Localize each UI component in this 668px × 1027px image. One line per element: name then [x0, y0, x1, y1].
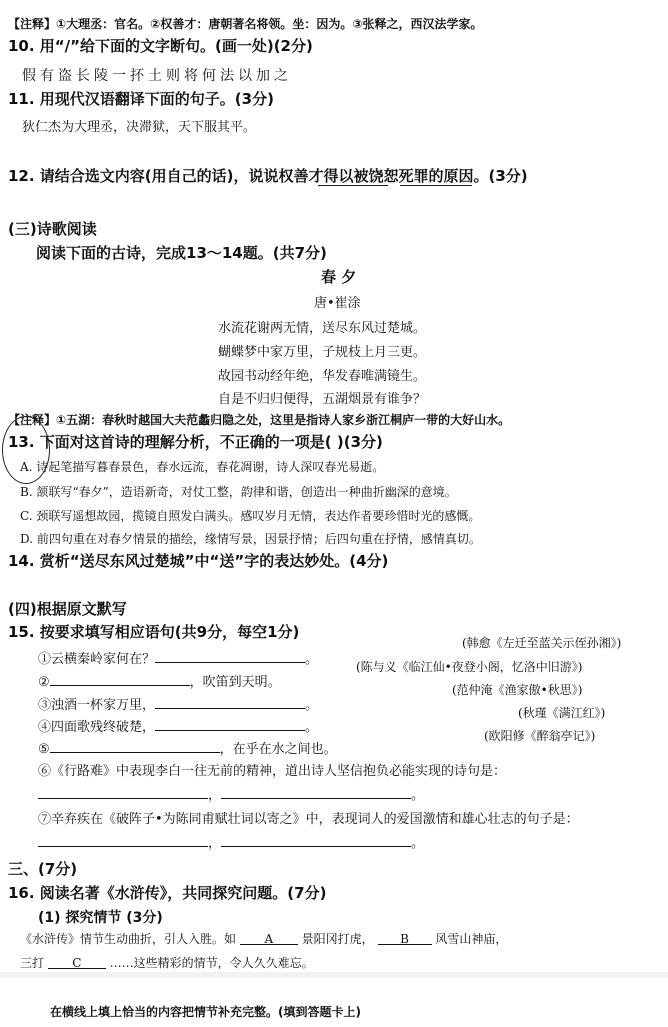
poem-title: 春 夕 — [321, 268, 357, 286]
q16-part1: (1) 探究情节 (3分) — [38, 910, 163, 926]
q15-item-5-text: ，在乎在水之间也。 — [219, 742, 337, 757]
answer-blank[interactable] — [38, 834, 208, 847]
poem-line: 故园书动经年绝，华发春唯满镜生。 — [218, 369, 427, 384]
poem-note: 【注释】①五湖：春秋时越国大夫范蠡归隐之处，这里是指诗人家乡浙江桐庐一带的大好山水。 — [8, 413, 511, 427]
top-note: 【注释】①大理丞：官名。②权善才：唐朝著名将领。坐：因为。③张释之，西汉法学家。 — [8, 17, 483, 31]
q15-item-4: ④四面歌残终破楚， 。 — [38, 720, 319, 735]
answer-blank[interactable] — [155, 696, 305, 709]
source-3: (范仲淹《渔家傲•秋思》) — [452, 683, 583, 697]
poem-line: 自是不归归便得，五湖烟景有谁争？ — [218, 392, 427, 407]
answer-blank[interactable] — [50, 673, 190, 686]
blank-b[interactable]: B — [378, 932, 432, 945]
q16-line2-text: ……这些精彩的情节，令人久久难忘。 — [109, 956, 314, 970]
q15-item-2-label: ② — [38, 675, 50, 690]
q15-item-5 — [38, 738, 337, 757]
q16-stem: 16. 阅读名著《水浒传》，共同探究问题。(7分) — [8, 884, 327, 902]
section3-instruction: 阅读下面的古诗，完成13～14题。(共7分) — [36, 244, 327, 262]
answer-blank[interactable] — [155, 718, 305, 731]
q14-stem: 14. 赏析“送尽东风过楚城”中“送”字的表达妙处。(4分) — [8, 552, 389, 570]
q15-item-6: ⑥《行路难》中表现李白一往无前的精神，道出诗人坚信抱负必能实现的诗句是： — [38, 764, 507, 779]
q10-text: 假有盗长陵一抔土则将何法以加之 — [22, 68, 292, 84]
q13-stem: 13. 下面对这首诗的理解分析，不正确的一项是( )(3分) — [8, 433, 383, 451]
q13-option-c: C. 颈联写遥想故园，揽镜自照发白满头。感叹岁月无情，表达作者要珍惜时光的感慨。 — [20, 509, 481, 523]
q15-item-7-answer: ， 。 — [38, 832, 424, 851]
q15-item-4-text: ④四面歌残终破楚， — [38, 720, 156, 735]
section3-heading: (三)诗歌阅读 — [8, 220, 97, 238]
q15-item-6-answer: ， 。 — [38, 784, 424, 803]
answer-blank[interactable] — [38, 786, 208, 799]
page-break-band — [0, 972, 668, 978]
blank-c[interactable]: C — [48, 956, 106, 969]
poem-line: 蝴蝶梦中家万里，子规枝上月三更。 — [218, 345, 427, 360]
q15-item-3: ③浊酒一杯家万里， 。 — [38, 698, 319, 713]
q15-item-2-text: ，吹笛到天明。 — [189, 675, 281, 690]
q13-option-d: D. 前四句重在对春夕情景的描绘，缘情写景，因景抒情；后四句重在抒情，感情真切。 — [20, 532, 481, 546]
q15-item-3-text: ③浊酒一杯家万里， — [38, 698, 156, 713]
q16-line1 — [20, 930, 507, 947]
source-2: (陈与义《临江仙•夜登小阁，忆洛中旧游》) — [356, 660, 583, 674]
source-1: (韩愈《左迁至蓝关示侄孙湘》) — [462, 636, 622, 650]
answer-blank[interactable] — [155, 650, 305, 663]
q15-item-2 — [38, 671, 281, 690]
q10-stem: 10. 用“/”给下面的文字断句。(画一处)(2分) — [8, 37, 313, 55]
source-4: (秋瑾《满江红》) — [518, 706, 606, 720]
q16-line2 — [20, 954, 314, 971]
q16-line1-text: 景阳冈打虎， — [301, 932, 374, 946]
q11-stem: 11. 用现代汉语翻译下面的句子。(3分) — [8, 90, 274, 108]
q13-option-b: B. 颔联写“春夕”，造语新奇，对仗工整，韵律和谐，创造出一种曲折幽深的意境。 — [20, 485, 457, 499]
poem-author: 唐•崔涂 — [314, 296, 361, 311]
answer-blank[interactable] — [221, 786, 411, 799]
q15-item-1-text: ①云横秦岭家何在？ — [38, 652, 156, 667]
q12-underline-mark — [400, 185, 472, 186]
section4-heading: (四)根据原文默写 — [8, 600, 127, 618]
q11-text: 狄仁杰为大理丞，决滞狱，天下服其平。 — [22, 120, 257, 135]
q13-option-a: A. 诗起笔描写暮春景色，春水远流，春花凋谢，诗人深叹春光易逝。 — [20, 460, 385, 474]
footer-instruction: 在横线上填上恰当的内容把情节补充完整。(填到答题卡上) — [50, 1005, 361, 1019]
q16-line1-text: 风雪山神庙， — [435, 932, 508, 946]
source-5: (欧阳修《醉翁亭记》) — [484, 729, 596, 743]
section5-heading: 三、(7分) — [8, 860, 78, 878]
q12-stem: 12. 请结合选文内容(用自己的话)，说说权善才得以被饶恕死罪的原因。(3分) — [8, 167, 528, 185]
poem-line: 水流花谢两无情，送尽东风过楚城。 — [218, 321, 427, 336]
q15-stem: 15. 按要求填写相应语句(共9分，每空1分) — [8, 623, 300, 641]
q15-item-7: ⑦辛弃疾在《破阵子•为陈同甫赋壮词以寄之》中，表现词人的爱国激情和雄心壮志的句子是： — [38, 812, 579, 827]
q15-item-5-label: ⑤ — [38, 742, 50, 757]
q12-underline-mark — [318, 185, 388, 186]
q16-line2-text: 三打 — [20, 956, 45, 970]
q15-item-1: ①云横秦岭家何在？ 。 — [38, 652, 319, 667]
answer-blank[interactable] — [50, 740, 220, 753]
blank-a[interactable]: A — [240, 932, 298, 945]
answer-blank[interactable] — [221, 834, 411, 847]
q16-line1-text: 《水浒传》情节生动曲折，引人入胜。如 — [20, 932, 237, 946]
